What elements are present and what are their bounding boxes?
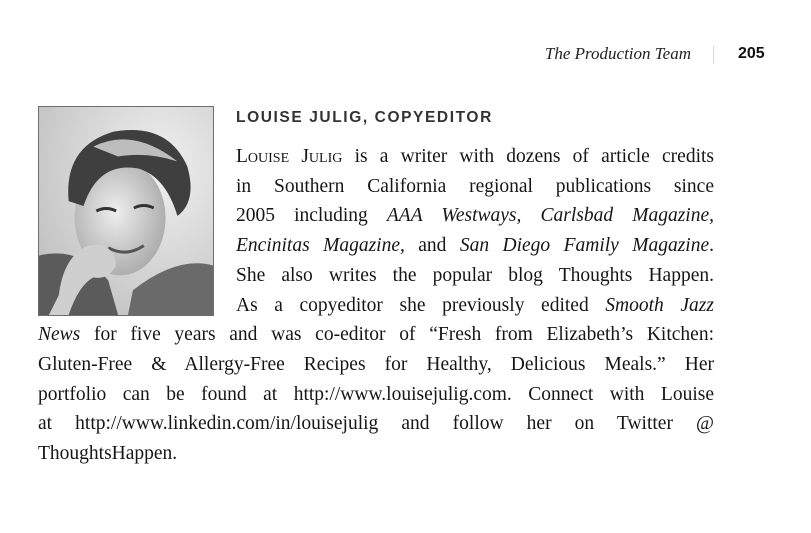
bio-line bbox=[38, 409, 714, 439]
bio-line bbox=[236, 261, 714, 291]
author-photo bbox=[38, 106, 214, 316]
bio-line bbox=[38, 320, 714, 350]
bio-text: She also writes the popular blog Thoughts Happen. bbox=[236, 264, 714, 286]
running-head-divider bbox=[713, 46, 714, 64]
bio-line bbox=[38, 350, 714, 380]
bio-line bbox=[236, 231, 714, 261]
bio-text: at http://www.linkedin.com/in/louisejulig and follow her on Twitter @ bbox=[38, 413, 714, 435]
bio-text: ThoughtsHappen. bbox=[38, 443, 178, 464]
italic-title: AAA Westways, Carlsbad Magazine, bbox=[386, 205, 714, 227]
running-head bbox=[0, 44, 811, 68]
italic-title: Encinitas Magazine, bbox=[236, 235, 405, 257]
bio-text: . bbox=[709, 235, 714, 257]
bio-text: portfolio can be found at http://www.louisejulig.com. Connect with Louise bbox=[38, 383, 714, 405]
bio-text: Gluten-Free & Allergy-Free Recipes for Healthy, Delicious Meals.” Her bbox=[38, 353, 714, 375]
author-name: Louise Julig bbox=[236, 146, 343, 167]
page-number: 205 bbox=[738, 45, 765, 62]
bio-line bbox=[236, 291, 714, 321]
italic-title: News bbox=[38, 324, 81, 346]
bio-line bbox=[236, 142, 714, 172]
bio-text: and bbox=[404, 235, 460, 257]
bio-line bbox=[38, 439, 714, 469]
italic-title: Smooth Jazz bbox=[605, 294, 714, 316]
portrait-image bbox=[39, 107, 213, 315]
bio-text: for five years and was co-editor of “Fresh from Elizabeth’s Kitchen: bbox=[80, 324, 714, 346]
bio-text: is a writer with dozens of article credits bbox=[342, 146, 714, 167]
italic-title: San Diego Family Magazine bbox=[459, 235, 710, 257]
profile-heading: LOUISE JULIG, COPYEDITOR bbox=[236, 109, 493, 126]
bio-text: As a copyeditor she previously edited bbox=[236, 294, 606, 316]
bio-line bbox=[236, 172, 714, 202]
bio-text: in Southern California regional publications since bbox=[236, 175, 714, 197]
bio-text: 2005 including bbox=[236, 205, 387, 227]
running-head-section-title: The Production Team bbox=[544, 44, 691, 63]
bio-line bbox=[38, 380, 714, 410]
bio-line bbox=[236, 201, 714, 231]
